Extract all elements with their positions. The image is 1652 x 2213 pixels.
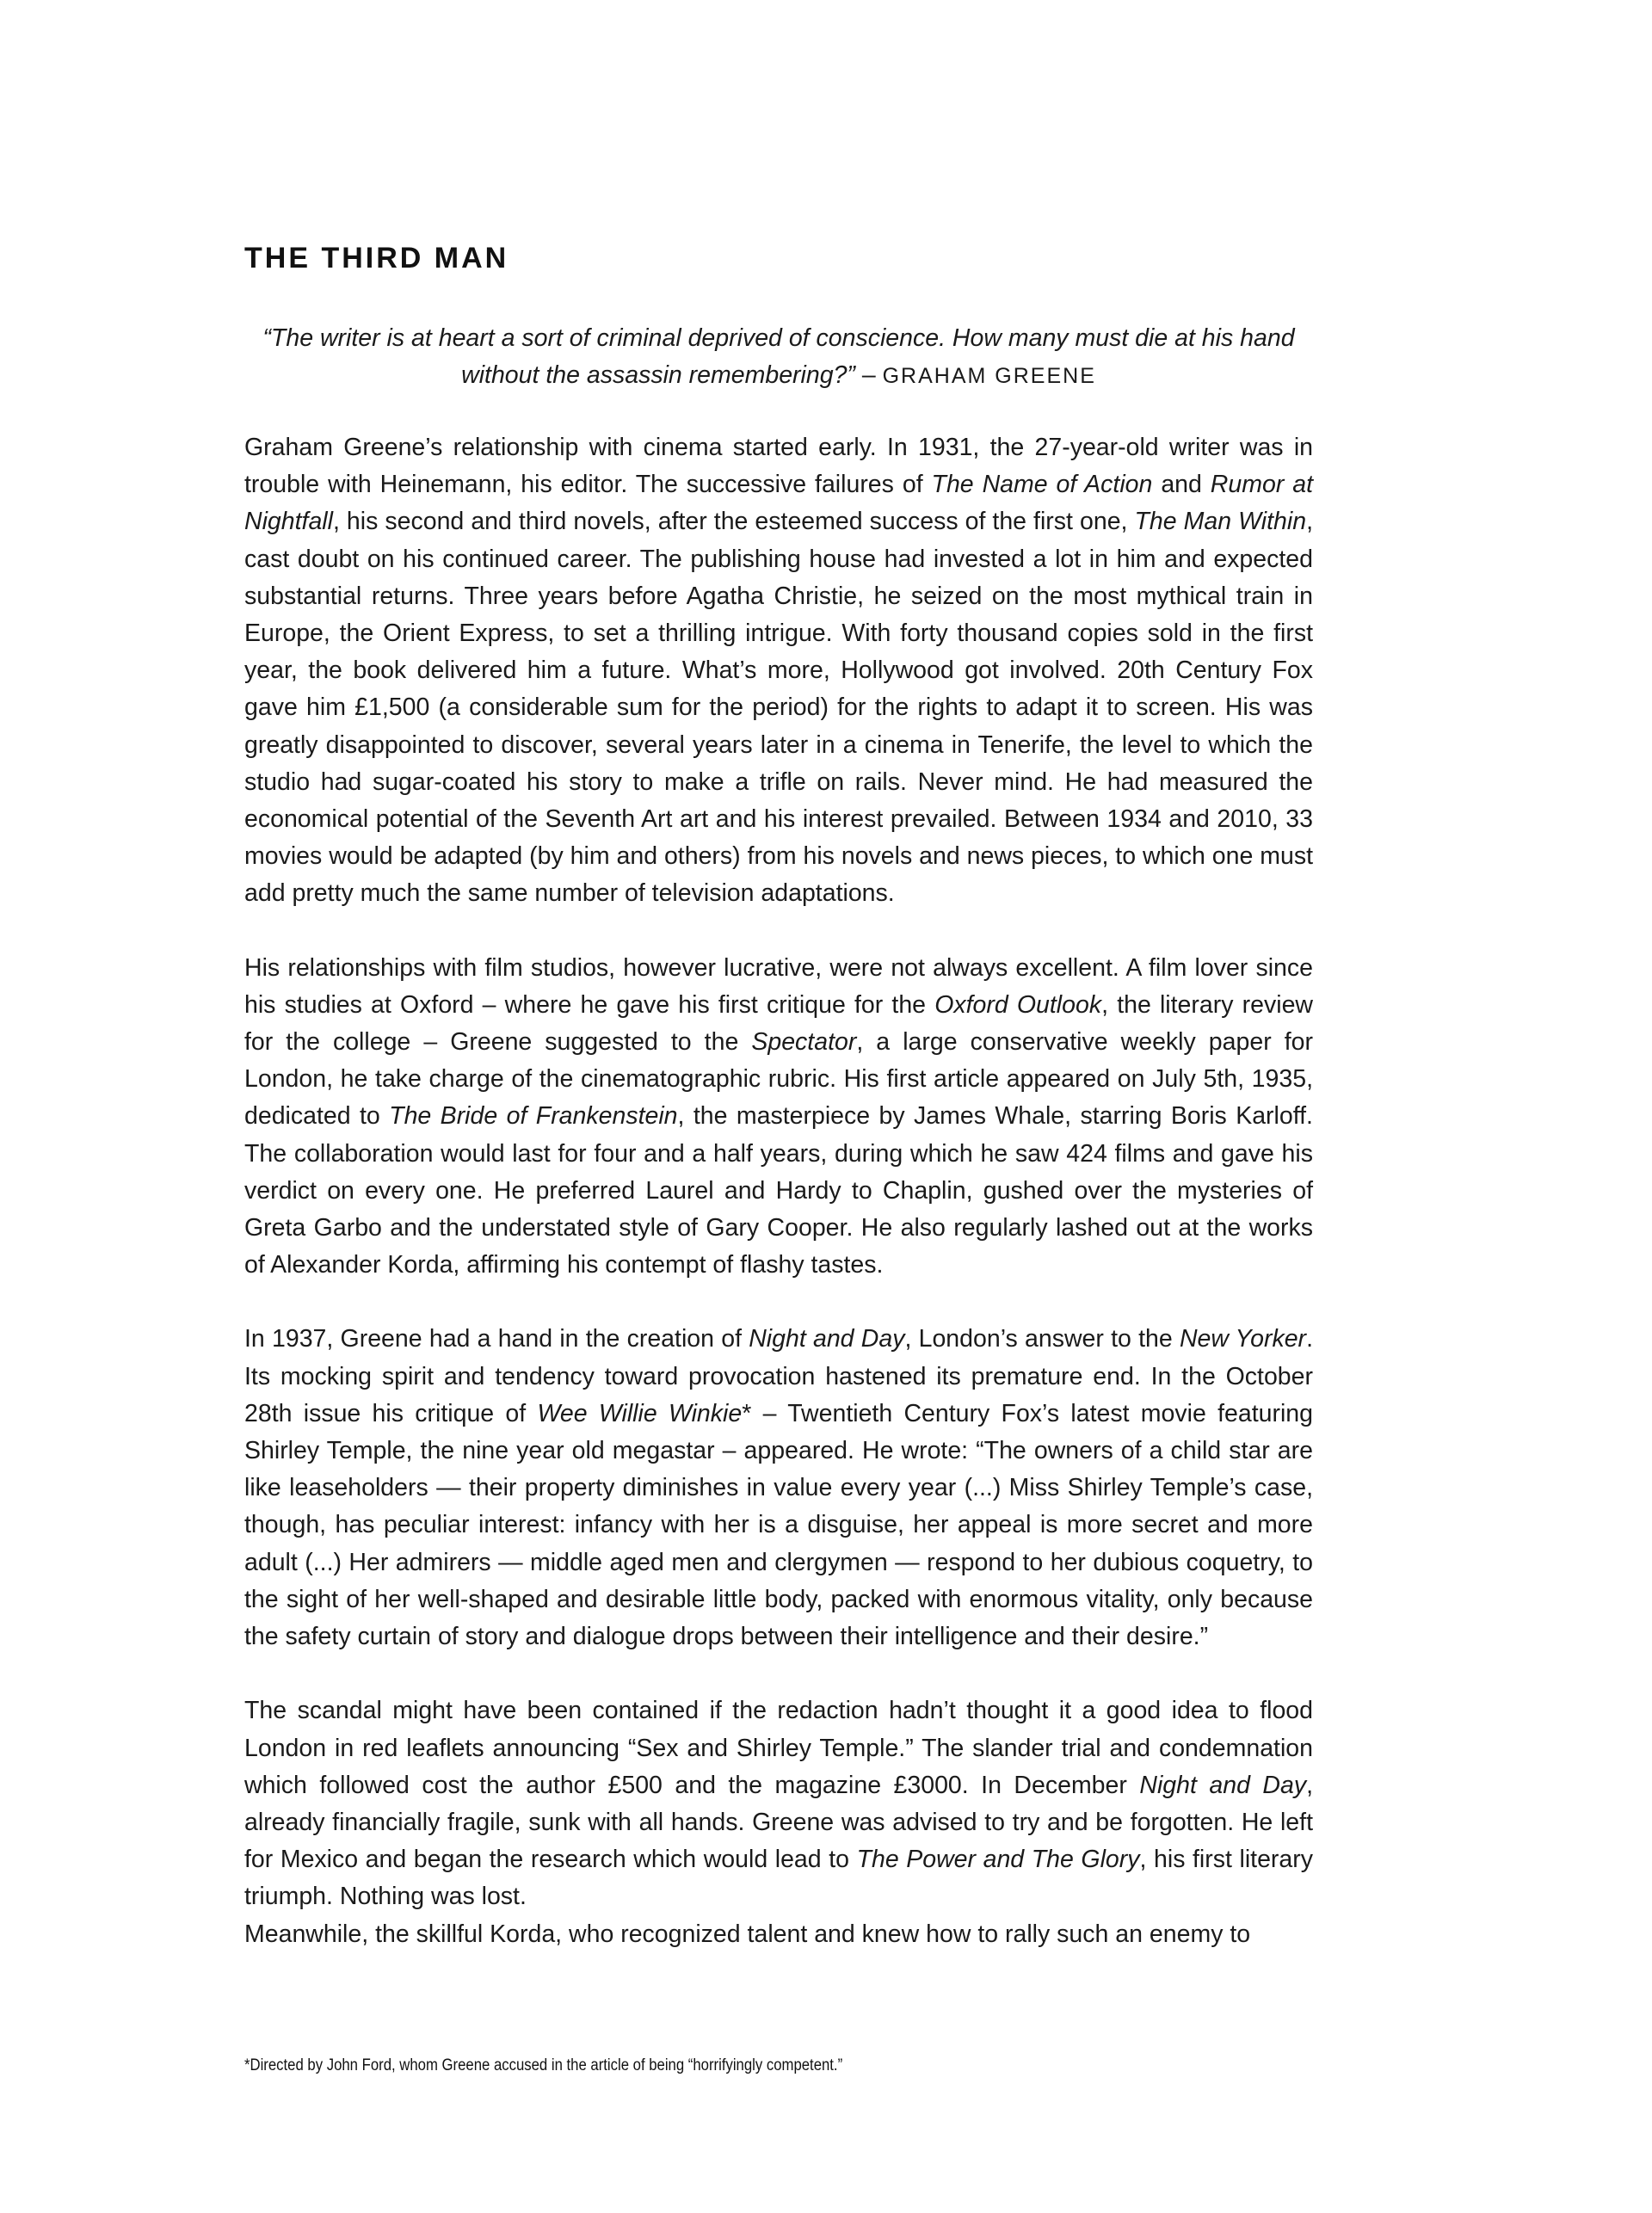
- epigraph-dash: –: [854, 361, 883, 389]
- book-title: The Power and The Glory: [856, 1846, 1140, 1874]
- epigraph-author: GRAHAM GREENE: [882, 364, 1096, 388]
- film-title: The Bride of Frankenstein: [389, 1102, 678, 1131]
- book-title: The Man Within: [1134, 508, 1307, 536]
- paragraph-text: , London’s answer to the: [904, 1325, 1180, 1353]
- page-title: THE THIRD MAN: [244, 242, 509, 274]
- publication-title: Night and Day: [749, 1325, 905, 1353]
- paragraph-text: , the literary review for the college – Greene suggested to the: [244, 990, 1313, 1057]
- film-title: Wee Willie Winkie: [537, 1399, 743, 1427]
- paragraph-text: . Its mocking spirit and tendency toward provocation hastened its premature end. In the October 28th issue his critique of: [244, 1325, 1313, 1427]
- paragraph-text: , his first literary triumph. Nothing was lost.: [244, 1846, 1314, 1911]
- publication-title: Oxford Outlook: [934, 990, 1102, 1019]
- paragraph-text: Meanwhile, the skillful Korda, who recognized talent and knew how to rally such an enemy to: [244, 1920, 1251, 1948]
- paragraph-text: , cast doubt on his continued career. The publishing house had invested a lot in him and expected substantial returns. Three years before Agatha Christie, he seized on the most mythical train in Europe, the Orient Express, to set a thrilling intrigue. With forty thousand copies sold in the first year, the book delivered him a future. What’s more, Hollywood got involved. 20th Century Fox gave him £1,500 (a considerable sum for the period) for the rights to adapt it to screen. His was greatly disappointed to discover, several years later in a cinema in Tenerife, the level to which the studio had sugar-coated his story to make a trifle on rails. Never mind. He had measured the economical potential of the Seventh Art art and his interest prevailed. Between 1934 and 2010, 33 movies would be adapted (by him and others) from his novels and news pieces, to which one must add pretty much the same number of television adaptations.: [244, 508, 1313, 908]
- page-content: [244, 239, 1313, 1953]
- paragraph-text: , his second and third novels, after the esteemed success of the first one,: [332, 508, 1135, 536]
- paragraph-2: [244, 950, 1313, 1285]
- paragraph-text: His relationships with film studios, however lucrative, were not always excellent. A film lover since his studies at Oxford – where he gave his first critique for the: [244, 953, 1313, 1019]
- paragraph-gap: [244, 913, 1313, 950]
- paragraph-gap: [244, 1655, 1313, 1692]
- paragraph-text: In 1937, Greene had a hand in the creation of: [244, 1325, 749, 1353]
- paragraph-1: [244, 429, 1313, 913]
- paragraph-gap: [244, 1284, 1313, 1321]
- book-title: The Name of Action: [931, 471, 1153, 499]
- publication-title: New Yorker: [1179, 1325, 1307, 1353]
- paragraph-text: * – Twentieth Century Fox’s latest movie featuring Shirley Temple, the nine year old megastar – appeared. He wrote: “The owners of a child star are like leaseholders — their property diminishes in value every year (...) Miss Shirley Temple’s case, though, has peculiar interest: infancy with her is a disguise, her appeal is more secret and more adult (...) Her admirers — middle aged men and clergymen — respond to her dubious coquetry, to the sight of her well-shaped and desirable little body, packed with enormous vitality, only because the safety curtain of story and dialogue drops between their intelligence and their desire.”: [244, 1399, 1314, 1651]
- paragraph-text: , already financially fragile, sunk with all hands. Greene was advised to try and be forgotten. He left for Mexico and began the research which would lead to: [244, 1771, 1313, 1874]
- footnote: *Directed by John Ford, whom Greene accused in the article of being “horrifyingly competent.”: [244, 2056, 843, 2074]
- paragraph-5: [244, 1916, 1313, 1953]
- paragraph-3: [244, 1321, 1313, 1655]
- paragraph-text: The scandal might have been contained if the redaction hadn’t thought it a good idea to flood London in red leaflets announcing “Sex and Shirley Temple.” The slander trial and condemnation which followed cost the author £500 and the magazine £3000. In December: [244, 1697, 1313, 1799]
- publication-title: Spectator: [751, 1028, 857, 1057]
- paragraph-text: , the masterpiece by James Whale, starring Boris Karloff. The collaboration would last for four and a half years, during which he saw 424 films and gave his verdict on every one. He preferred Laurel and Hardy to Chaplin, gushed over the mysteries of Greta Garbo and the understated style of Gary Cooper. He also regularly lashed out at the works of Alexander Korda, affirming his contempt of flashy tastes.: [244, 1102, 1313, 1279]
- paragraph-text: and: [1152, 471, 1211, 499]
- paragraph-4: [244, 1692, 1313, 1915]
- epigraph: [244, 320, 1313, 395]
- publication-title: Night and Day: [1139, 1771, 1307, 1799]
- paragraph-text: Graham Greene’s relationship with cinema started early. In 1931, the 27-year-old writer was in trouble with Heinemann, his editor. The successive failures of: [244, 434, 1313, 499]
- paragraph-text: , a large conservative weekly paper for London, he take charge of the cinematographic rubric. His first article appeared on July 5th, 1935, dedicated to: [244, 1028, 1313, 1131]
- epigraph-quote: “The writer is at heart a sort of criminal deprived of conscience. How many must die at his hand without the assassin remembering?”: [262, 324, 1295, 389]
- book-title: Rumor at Nightfall: [244, 471, 1314, 536]
